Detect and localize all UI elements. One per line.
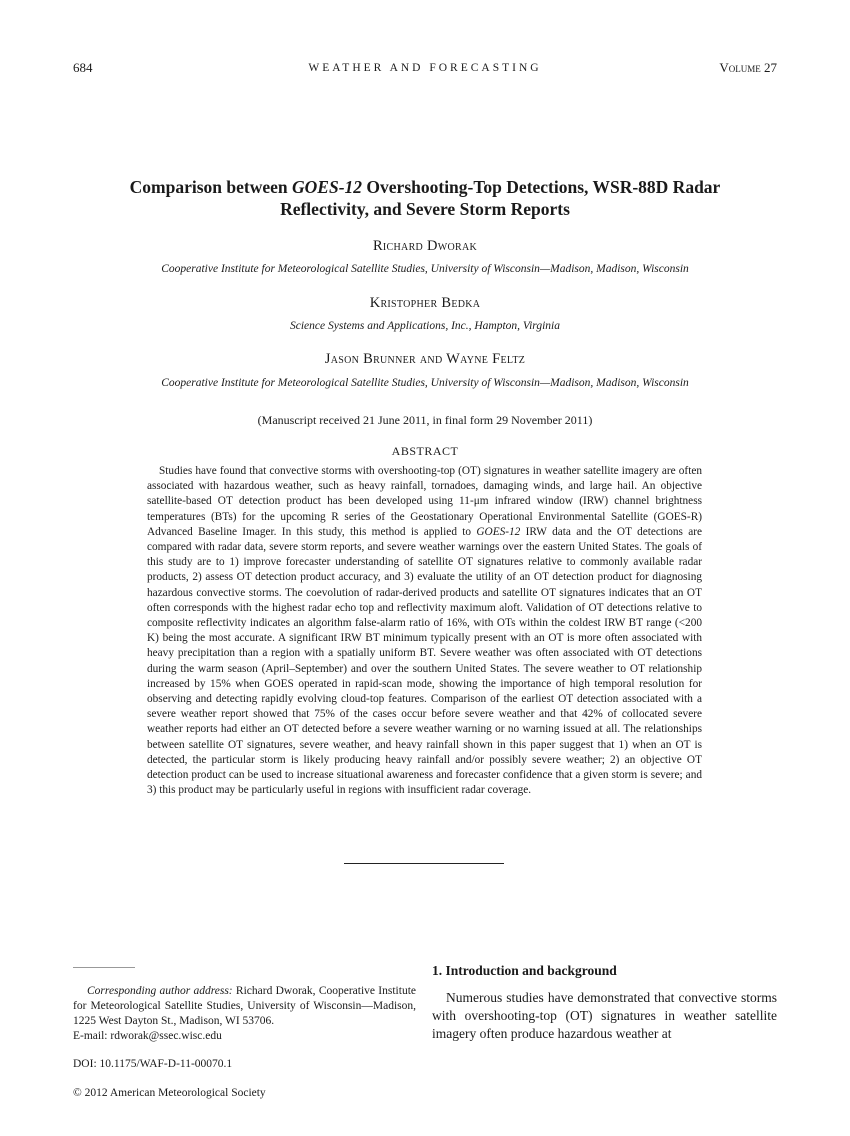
author-name: Jason Brunner and Wayne Feltz bbox=[324, 351, 526, 367]
title-suffix: Overshooting-Top Detections, WSR-88D Radar Reflectivity, and Severe Storm Reports bbox=[280, 177, 721, 219]
footnote-divider bbox=[73, 967, 135, 968]
page-number: 684 bbox=[73, 60, 93, 75]
copyright: © 2012 American Meteorological Society bbox=[73, 1087, 266, 1099]
section-heading: 1. Introduction and background bbox=[432, 963, 617, 978]
author-affiliation: Cooperative Institute for Meteorological Satellite Studies, University of Wisconsin—Madison, Madison, Wisconsin bbox=[161, 263, 689, 275]
author-affiliation: Science Systems and Applications, Inc., Hampton, Virginia bbox=[290, 320, 560, 332]
title-prefix: Comparison between bbox=[129, 177, 293, 197]
doi: DOI: 10.1175/WAF-D-11-00070.1 bbox=[73, 1058, 233, 1070]
abstract-body bbox=[147, 464, 702, 798]
title-italic: GOES-12 bbox=[292, 177, 363, 197]
journal-name: WEATHER AND FORECASTING bbox=[308, 62, 542, 74]
abstract-part2: IRW data and the OT detections are compared with radar data, severe storm reports, and severe weather warnings over the eastern United States. The goals of this study are to 1) improve forecaster understanding of satellite OT signatures relative to commonly available radar products, 2) assess OT detection product accuracy, and 3) evaluate the utility of an OT detection product for diagnosing hazardous convective storms. The coevolution of radar-derived products and satellite OT signatures indicates that an OT often corresponds with the highest radar echo top and reflectivity maximum aloft. Validation of OT detections relative to composite reflectivity indicates an algorithm false-alarm ratio of 16%, with OTs within the coldest IRW BT range (<200 K) being the most accurate. A significant IRW BT minimum typically present with an OT is more often associated with heavy precipitation than a region with a spatially uniform BT. Severe weather was often associated with OT detections during the warm season (April–September) and over the southern United States. The severe weather to OT relationship increased by 15% when GOES operated in rapid-scan mode, showing the importance of high temporal resolution for observing and detecting rapidly evolving cloud-top features. Comparison of the earliest OT detection associated with a severe weather report showed that 75% of the cases occur before severe weather and that 42% of collocated severe weather reports had either an OT detected before a severe weather warning or no warning issued at all. The relationships between satellite OT signatures, severe weather, and heavy rainfall shown in this paper suggest that 1) when an OT is detected, the particular storm is likely producing heavy rainfall and/or possibly severe weather; 2) an objective OT detection product can be used to increase situational awareness and forecaster confidence that a given storm is severe; and 3) this product may be particularly useful in regions with insufficient radar coverage. bbox=[147, 525, 702, 797]
abstract-part1: Studies have found that convective storms with overshooting-top (OT) signatures in weather satellite imagery are often associated with hazardous weather, such as heavy rainfall, tornadoes, damaging winds, and large hail. An objective satellite-based OT detection product has been developed using 11-μm infrared window (IRW) channel brightness temperatures (BTs) for the upcoming R series of the Geostationary Operational Environmental Satellite (GOES-R) Advanced Baseline Imager. In this study, this method is applied to bbox=[147, 465, 702, 538]
paper-title bbox=[90, 176, 760, 220]
intro-paragraph: Numerous studies have demonstrated that convective storms with overshooting-top (OT) signatures in weather satellite imagery often produce hazardous weather at bbox=[432, 990, 777, 1041]
author-name: Richard Dworak bbox=[372, 238, 478, 254]
abstract-heading: ABSTRACT bbox=[391, 444, 459, 458]
footnote-label: Corresponding author address: bbox=[87, 985, 233, 997]
footnote-email: E-mail: rdworak@ssec.wisc.edu bbox=[73, 1030, 222, 1042]
manuscript-received: (Manuscript received 21 June 2011, in final form 29 November 2011) bbox=[257, 413, 593, 427]
volume-label: Volume 27 bbox=[719, 60, 777, 75]
abstract-italic: GOES-12 bbox=[476, 525, 521, 538]
author-name: Kristopher Bedka bbox=[369, 295, 481, 311]
footnote-text: Richard Dworak, Cooperative Institute for Meteorological Satellite Studies, University of Wisconsin—Madison, 1225 West Dayton St., Madison, WI 53706. bbox=[73, 985, 416, 1027]
corresponding-author-footnote bbox=[73, 984, 416, 1044]
author-affiliation: Cooperative Institute for Meteorological Satellite Studies, University of Wisconsin—Madison, Madison, Wisconsin bbox=[161, 377, 689, 389]
section-divider bbox=[344, 863, 504, 864]
